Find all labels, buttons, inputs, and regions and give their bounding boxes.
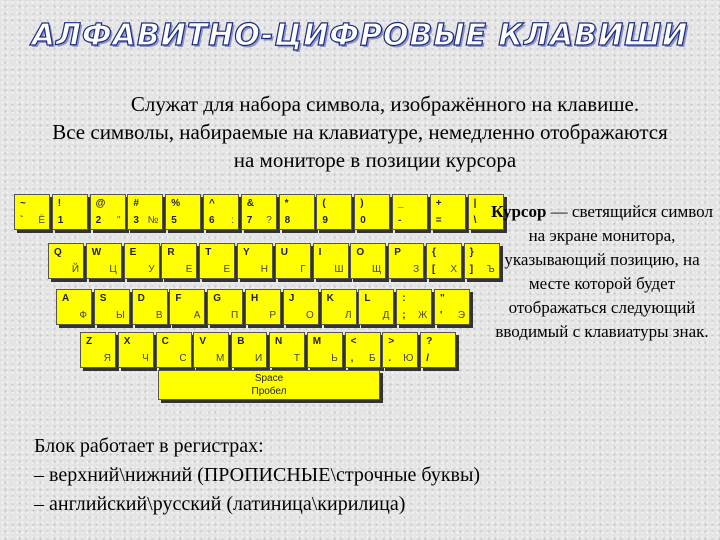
- key-label-top: U: [280, 247, 289, 258]
- cursor-term: Курсор: [491, 202, 547, 221]
- keyboard-key: [231, 332, 267, 368]
- space-key: [158, 370, 380, 400]
- key-label-ru: Л: [345, 310, 352, 321]
- key-label-top: ): [360, 198, 364, 209]
- key-label-top: I: [318, 247, 322, 258]
- key-label-top: >: [388, 336, 395, 347]
- key-label-ru: Ь: [331, 353, 338, 364]
- key-label-ru: Я: [103, 353, 111, 364]
- keyboard-key: [392, 194, 428, 230]
- key-label-ru: Ч: [142, 353, 149, 364]
- key-label-top: (: [322, 198, 326, 209]
- key-label-top: }: [469, 247, 474, 258]
- key-label-top: D: [137, 293, 145, 304]
- key-label-ru: ?: [266, 215, 272, 226]
- key-label-bottom: 2: [95, 215, 102, 226]
- key-label-ru: Й: [71, 264, 79, 275]
- key-label-ru: С: [179, 353, 187, 364]
- keyboard-key: [127, 194, 163, 230]
- keyboard-key: [86, 243, 122, 279]
- keyboard-key: [434, 289, 470, 325]
- key-label-ru: Т: [293, 353, 300, 364]
- keyboard-key: [275, 243, 311, 279]
- keyboard-key: [193, 332, 229, 368]
- key-label-ru: Х: [450, 264, 457, 275]
- key-label-ru: Р: [269, 310, 276, 321]
- key-label-top: L: [364, 293, 371, 304]
- key-label-top: *: [284, 198, 289, 209]
- key-label-ru: У: [148, 264, 155, 275]
- keyboard-key: [388, 243, 424, 279]
- keyboard-key: [245, 289, 281, 325]
- key-label-top: _: [398, 198, 404, 209]
- key-label-top: C: [161, 336, 169, 347]
- keyboard-key: [48, 243, 84, 279]
- registers-line-3: – английский\русский (латиница\кирилица): [34, 493, 406, 515]
- key-label-bottom: 7: [246, 215, 253, 226]
- key-label-top: A: [62, 293, 70, 304]
- key-label-top: N: [275, 336, 283, 347]
- keyboard-key: [161, 243, 197, 279]
- keyboard-key: [313, 243, 349, 279]
- key-label-ru: И: [255, 353, 263, 364]
- key-label-bottom: `: [20, 215, 24, 226]
- key-label-ru: М: [216, 353, 225, 364]
- key-label-ru: А: [193, 310, 201, 321]
- key-label-ru: Е: [223, 264, 231, 275]
- intro-line-2: Все символы, набираемые на клавиатуре, немедленно отображаются: [52, 120, 668, 144]
- keyboard-key: [354, 194, 390, 230]
- key-label-top: Z: [86, 336, 93, 347]
- key-label-top: {: [432, 247, 436, 258]
- key-label-top: T: [205, 247, 212, 258]
- keyboard-key: [132, 289, 168, 325]
- key-label-top: ?: [426, 336, 433, 347]
- keyboard-key: [80, 332, 116, 368]
- cursor-definition: [488, 200, 716, 344]
- key-label-top: ^: [209, 198, 215, 209]
- key-label-ru: П: [231, 310, 239, 321]
- intro-line-3: на мониторе в позиции курсора: [233, 148, 517, 172]
- key-label-top: Q: [54, 247, 62, 258]
- key-label-top: ~: [20, 198, 26, 209]
- key-label-top: Y: [243, 247, 250, 258]
- key-label-top: V: [199, 336, 207, 347]
- key-label-ru: Ю: [403, 353, 414, 364]
- key-label-top: J: [288, 293, 295, 304]
- intro-line-1: Служат для набора символа, изображённого на клавише.: [130, 92, 640, 116]
- keyboard-key: [430, 194, 466, 230]
- key-label-top: !: [57, 198, 62, 209]
- key-label-top: X: [123, 336, 131, 347]
- space-key-label-ru: Пробел: [251, 386, 287, 397]
- key-label-ru: :: [231, 215, 234, 226]
- key-label-bottom: ,: [350, 353, 354, 364]
- key-label-ru: Г: [300, 264, 306, 275]
- key-label-top: G: [213, 293, 221, 304]
- keyboard-key: [396, 289, 432, 325]
- keyboard-key: [52, 194, 88, 230]
- registers-text: [34, 432, 714, 519]
- key-label-bottom: 0: [360, 215, 366, 226]
- key-label-bottom: /: [426, 353, 429, 364]
- key-label-ru: Ш: [334, 264, 344, 275]
- key-label-top: %: [171, 198, 181, 209]
- key-label-ru: Б: [369, 353, 376, 364]
- keyboard-key: [118, 332, 154, 368]
- keyboard-key: [345, 332, 381, 368]
- key-label-bottom: 9: [322, 215, 328, 226]
- key-label-ru: Ц: [109, 264, 117, 275]
- key-label-top: F: [175, 293, 182, 304]
- key-label-bottom: \: [473, 215, 477, 226]
- key-label-ru: Н: [260, 264, 268, 275]
- keyboard-key: [316, 194, 352, 230]
- key-label-ru: Д: [382, 310, 390, 321]
- keyboard-key: [307, 332, 343, 368]
- key-label-top: S: [99, 293, 107, 304]
- space-key-label-en: Space: [254, 373, 284, 384]
- keyboard-key: [279, 194, 315, 230]
- keyboard-key: [169, 289, 205, 325]
- keyboard-key: [56, 289, 92, 325]
- keyboard-key: [283, 289, 319, 325]
- key-label-top: E: [129, 247, 137, 258]
- keyboard-key: [203, 194, 239, 230]
- key-label-bottom: .: [388, 353, 392, 364]
- key-label-top: :: [402, 293, 406, 304]
- key-label-ru: Ъ: [486, 264, 495, 275]
- keyboard-key: [426, 243, 462, 279]
- key-label-bottom: ': [440, 310, 443, 321]
- key-label-top: +: [435, 198, 442, 209]
- key-label-ru: О: [306, 310, 314, 321]
- keyboard-key: [237, 243, 273, 279]
- key-label-top: &: [246, 198, 255, 209]
- key-label-ru: Ж: [417, 310, 428, 321]
- key-label-bottom: 6: [209, 215, 215, 226]
- key-label-bottom: 1: [57, 215, 64, 226]
- keyboard-key: [241, 194, 277, 230]
- key-label-top: H: [251, 293, 259, 304]
- keyboard-key: [199, 243, 235, 279]
- keyboard-key: [124, 243, 160, 279]
- key-label-ru: Щ: [372, 264, 382, 275]
- key-label-top: B: [237, 336, 245, 347]
- keyboard-key: [321, 289, 357, 325]
- page-title: АЛФАВИТНО-ЦИФРОВЫЕ КЛАВИШИ: [31, 18, 689, 53]
- keyboard-key: [14, 194, 50, 230]
- keyboard-key: [94, 289, 130, 325]
- key-label-top: K: [326, 293, 334, 304]
- keyboard-key: [156, 332, 192, 368]
- key-label-bottom: 8: [284, 215, 291, 226]
- key-label-bottom: =: [435, 215, 442, 226]
- key-label-ru: В: [155, 310, 163, 321]
- key-label-top: R: [167, 247, 175, 258]
- keyboard-key: [165, 194, 201, 230]
- keyboard-key: [350, 243, 386, 279]
- key-label-ru: Ё: [38, 215, 45, 226]
- key-label-ru: Э: [457, 310, 465, 321]
- key-label-ru: Ы: [115, 310, 125, 321]
- keyboard-key: [90, 194, 126, 230]
- key-label-bottom: -: [398, 215, 402, 226]
- key-label-top: W: [91, 247, 102, 258]
- key-label-top: #: [133, 198, 139, 209]
- key-label-top: @: [95, 198, 106, 209]
- registers-line-2: – верхний\нижний (ПРОПИСНЫЕ\строчные буквы): [34, 464, 481, 486]
- key-label-top: M: [312, 336, 322, 347]
- key-label-bottom: 5: [171, 215, 177, 226]
- key-label-bottom: ]: [469, 264, 474, 275]
- keyboard-key: [358, 289, 394, 325]
- key-label-top: |: [473, 198, 477, 209]
- key-label-top: P: [394, 247, 401, 258]
- key-label-top: <: [350, 336, 357, 347]
- key-label-bottom: 3: [133, 215, 139, 226]
- keyboard-key: [269, 332, 305, 368]
- key-label-top: O: [356, 247, 365, 258]
- keyboard-key: [207, 289, 243, 325]
- key-label-top: ": [440, 293, 445, 304]
- key-label-bottom: [: [432, 264, 436, 275]
- key-label-ru: Е: [185, 264, 193, 275]
- keyboard-key: [382, 332, 418, 368]
- key-label-bottom: ;: [402, 310, 406, 321]
- keyboard-key: [420, 332, 456, 368]
- key-label-ru: Ф: [79, 310, 87, 321]
- registers-line-1: Блок работает в регистрах:: [34, 435, 264, 457]
- key-label-ru: З: [413, 264, 420, 275]
- cursor-definition-text: — светящийся символ на экране монитора, указывающий позицию, на месте которой будет отображаться следующий вводимый с клавиатуры знак.: [495, 202, 713, 341]
- key-label-ru: №: [147, 215, 159, 226]
- key-label-ru: ": [117, 215, 121, 226]
